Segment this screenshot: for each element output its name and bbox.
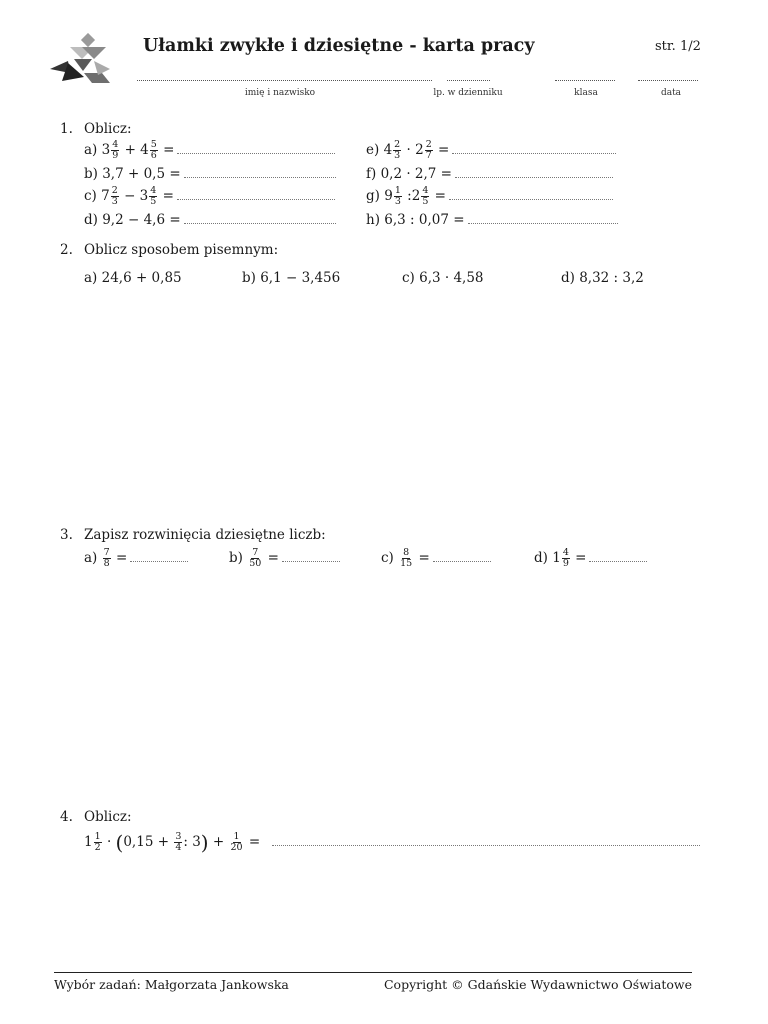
exercise-1a: a) 3 $\frac{4}{9}$ + 4 $\frac{5}{6}$ = [84, 140, 335, 161]
exercise-2d: d) 8,32 : 3,2 [561, 270, 644, 286]
footer-copyright: Copyright © Gdańskie Wydawnictwo Oświatowe [383, 977, 692, 992]
answer-line[interactable] [184, 223, 336, 224]
answer-line[interactable] [130, 561, 188, 562]
exercise-1e: e) 4 $\frac{2}{3}$ · 2 $\frac{2}{7}$ = [366, 140, 616, 161]
class-number-label: lp. w dzienniku [433, 88, 503, 98]
date-label: data [660, 88, 682, 98]
footer-author: Wybór zadań: Małgorzata Jankowska [54, 977, 289, 992]
answer-line[interactable] [468, 223, 618, 224]
exercise-1-number: 1. [60, 121, 73, 137]
exercise-3a: a) $\frac{7}{8}$ = [84, 548, 188, 569]
class-label: klasa [574, 88, 598, 98]
name-label: imię i nazwisko [244, 88, 316, 98]
exercise-1c: c) 7 $\frac{2}{3}$ − 3 $\frac{4}{5}$ = [84, 186, 335, 207]
answer-line[interactable] [184, 177, 336, 178]
answer-line[interactable] [282, 561, 340, 562]
class-number-field[interactable] [447, 80, 490, 81]
answer-line[interactable] [433, 561, 491, 562]
name-field[interactable] [137, 80, 432, 81]
page-number: str. 1/2 [655, 39, 701, 54]
exercise-2a: a) 24,6 + 0,85 [84, 270, 182, 286]
answer-line[interactable] [272, 845, 700, 846]
publisher-logo [48, 33, 114, 89]
class-field[interactable] [555, 80, 615, 81]
date-field[interactable] [638, 80, 698, 81]
exercise-4-number: 4. [60, 809, 73, 825]
footer-divider [54, 972, 692, 973]
exercise-3-number: 3. [60, 527, 73, 543]
exercise-2-number: 2. [60, 242, 73, 258]
answer-line[interactable] [452, 153, 616, 154]
exercise-3c: c) $\frac{8}{15}$ = [381, 548, 491, 569]
answer-line[interactable] [589, 561, 647, 562]
exercise-2b: b) 6,1 − 3,456 [242, 270, 341, 286]
exercise-1h: h) 6,3 : 0,07 = [366, 212, 618, 228]
exercise-1f: f) 0,2 · 2,7 = [366, 166, 613, 182]
exercise-2-prompt: Oblicz sposobem pisemnym: [84, 242, 279, 258]
exercise-3b: b) $\frac{7}{50}$ = [229, 548, 340, 569]
answer-line[interactable] [449, 199, 613, 200]
worksheet-title: Ułamki zwykłe i dziesiętne - karta pracy [143, 36, 535, 56]
exercise-3-prompt: Zapisz rozwinięcia dziesiętne liczb: [84, 527, 326, 543]
answer-line[interactable] [455, 177, 613, 178]
answer-line[interactable] [177, 153, 335, 154]
exercise-1-prompt: Oblicz: [84, 121, 132, 137]
exercise-4-prompt: Oblicz: [84, 809, 132, 825]
answer-line[interactable] [177, 199, 335, 200]
exercise-2c: c) 6,3 · 4,58 [402, 270, 484, 286]
exercise-1d: d) 9,2 − 4,6 = [84, 212, 336, 228]
exercise-1b: b) 3,7 + 0,5 = [84, 166, 336, 182]
exercise-4-expression: 1 $\frac{1}{2}$ · (0,15 + $\frac{3}{4}$ : 3) + $\frac{1}{20}$ = [84, 832, 700, 853]
exercise-1g: g) 9 $\frac{1}{3}$ :2 $\frac{4}{5}$ = [366, 186, 613, 207]
exercise-3d: d) 1 $\frac{4}{9}$ = [534, 548, 647, 569]
